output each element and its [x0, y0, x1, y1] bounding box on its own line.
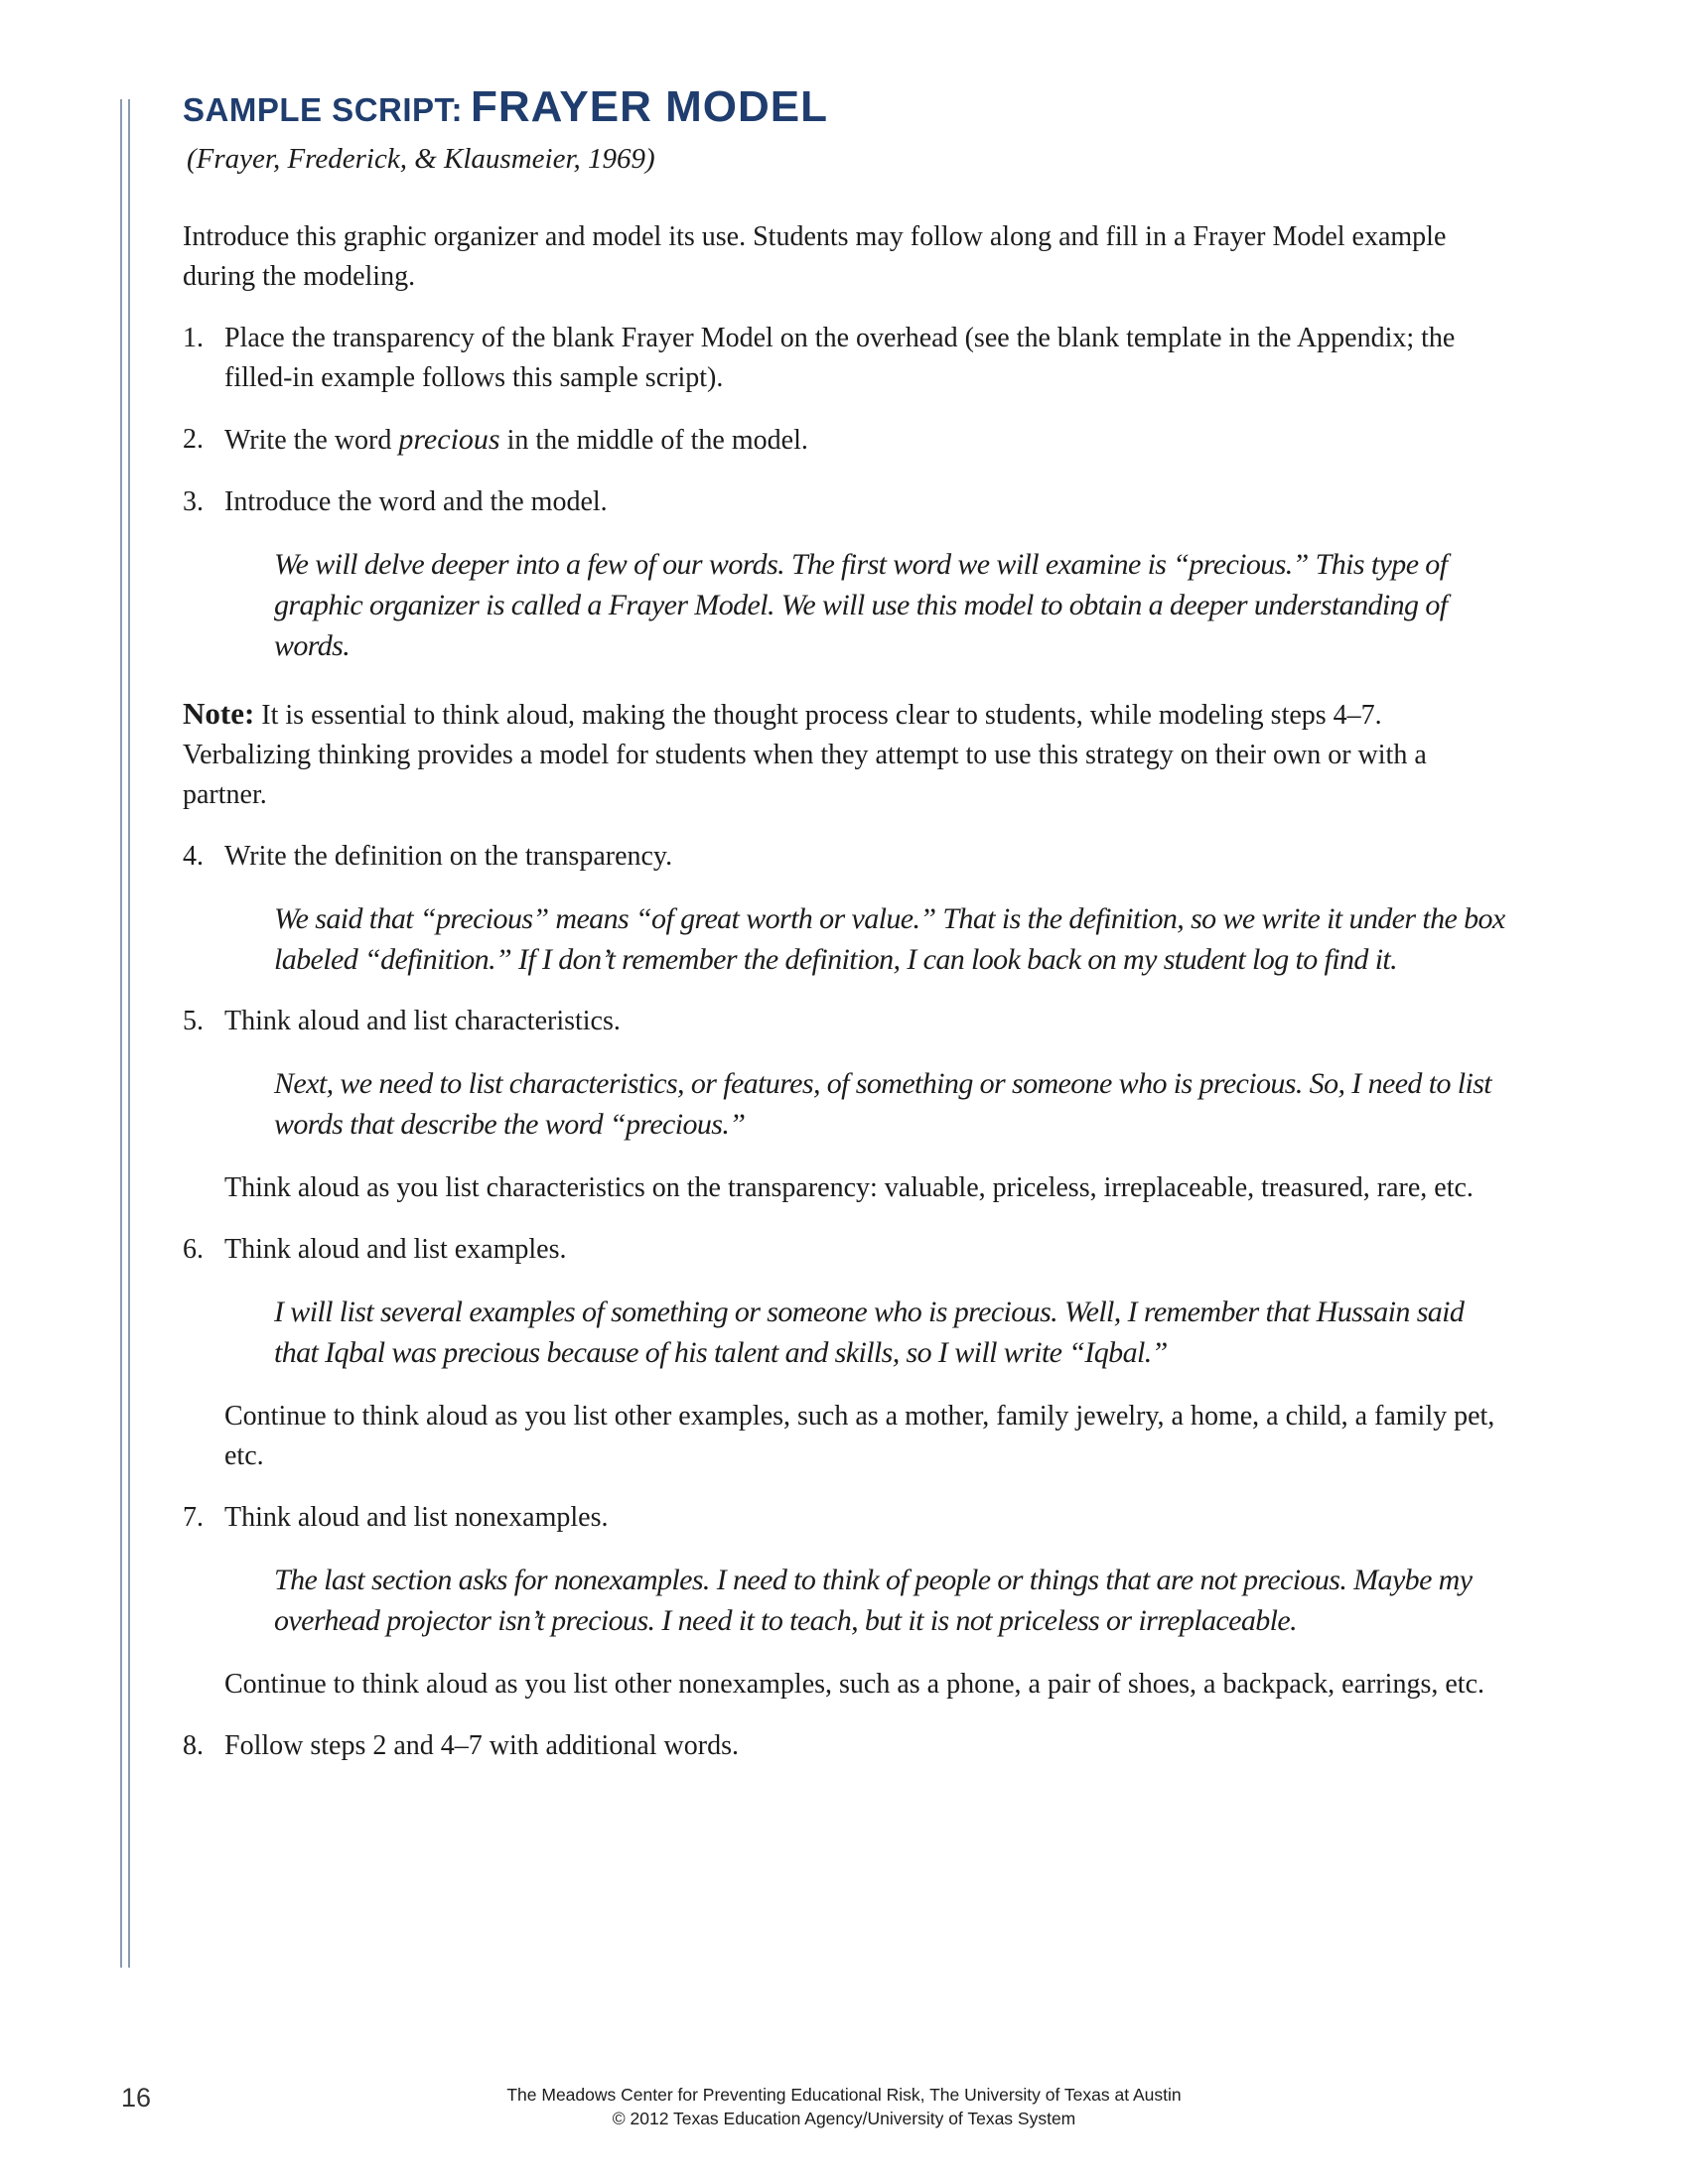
footer-line-2: © 2012 Texas Education Agency/University of Texas System	[612, 2109, 1076, 2128]
step-text: Follow steps 2 and 4–7 with additional words.	[224, 1730, 739, 1761]
step-text: Write the definition on the transparency.	[224, 841, 673, 872]
step-text: Introduce the word and the model.	[224, 486, 608, 517]
target-word: precious	[398, 423, 500, 456]
page-footer	[0, 2083, 1688, 2130]
continuation-5: Think aloud as you list characteristics on the transparency: valuable, priceless, irreplaceable, treasured, rare, etc.	[224, 1172, 1474, 1203]
title-main: FRAYER MODEL	[471, 82, 828, 131]
step-text: Place the transparency of the blank Frayer Model on the overhead (see the blank template in the Appendix; the filled-in example follows this sample script).	[224, 323, 1456, 393]
step-number: 8.	[183, 1730, 204, 1761]
step-6	[183, 1230, 1513, 1270]
step-number: 6.	[183, 1234, 204, 1265]
step-number: 1.	[183, 323, 204, 353]
step-text-after: in the middle of the model.	[506, 425, 808, 456]
step-text: Think aloud and list examples.	[224, 1234, 567, 1265]
script-quote-6: I will list several examples of something or someone who is precious. Well, I remember that Hussain said that Iqbal was precious because of his talent and skills, so I will write “Iqbal.”	[274, 1296, 1465, 1369]
margin-rule-outer	[120, 99, 122, 1968]
step-number: 2.	[183, 424, 204, 455]
step-8	[183, 1726, 1513, 1766]
intro-paragraph: Introduce this graphic organizer and model its use. Students may follow along and fill in a Frayer Model example during the modeling.	[183, 221, 1447, 292]
margin-rule-inner	[128, 99, 130, 1968]
step-text: Think aloud and list nonexamples.	[224, 1502, 609, 1533]
step-text-before: Write the word	[224, 425, 392, 456]
step-number: 4.	[183, 841, 204, 872]
step-number: 7.	[183, 1502, 204, 1533]
script-quote-5: Next, we need to list characteristics, or features, of something or someone who is precious. So, I need to list words that describe the word “precious.”	[274, 1067, 1492, 1141]
step-number: 3.	[183, 486, 204, 517]
step-7	[183, 1498, 1513, 1538]
script-quote-3: We will delve deeper into a few of our words. The first word we will examine is “precious.” This type of graphic organizer is called a Frayer Model. We will use this model to obtain a deeper understanding of words.	[274, 548, 1448, 662]
step-number: 5.	[183, 1006, 204, 1036]
page-content	[183, 82, 1513, 1766]
step-4	[183, 837, 1513, 877]
continuation-7: Continue to think aloud as you list other nonexamples, such as a phone, a pair of shoes, a backpack, earrings, etc.	[224, 1669, 1484, 1700]
note-label: Note:	[183, 696, 255, 731]
note-paragraph	[183, 694, 1513, 815]
footer-line-1: The Meadows Center for Preventing Educational Risk, The University of Texas at Austin	[506, 2085, 1182, 2105]
step-text: Think aloud and list characteristics.	[224, 1006, 621, 1036]
script-quote-7: The last section asks for nonexamples. I need to think of people or things that are not precious. Maybe my overhead projector isn’t precious. I need it to teach, but it is not priceless or irreplaceable.	[274, 1564, 1473, 1637]
step-1	[183, 319, 1513, 398]
title-prefix: SAMPLE SCRIPT:	[183, 91, 464, 128]
step-5	[183, 1002, 1513, 1041]
citation: (Frayer, Frederick, & Klausmeier, 1969)	[187, 143, 655, 175]
script-quote-4: We said that “precious” means “of great worth or value.” That is the definition, so we write it under the box labeled “definition.” If I don’t remember the definition, I can look back on my student log to find it.	[274, 902, 1505, 976]
continuation-6: Continue to think aloud as you list other examples, such as a mother, family jewelry, a home, a child, a family pet, etc.	[224, 1401, 1495, 1471]
page-title	[183, 82, 1513, 131]
note-text: It is essential to think aloud, making the thought process clear to students, while modeling steps 4–7. Verbalizing thinking provides a model for students when they attempt to use this strategy on their own or with a partner.	[183, 700, 1427, 810]
step-3	[183, 482, 1513, 522]
page-number: 16	[121, 2083, 152, 2113]
step-2	[183, 420, 1513, 461]
